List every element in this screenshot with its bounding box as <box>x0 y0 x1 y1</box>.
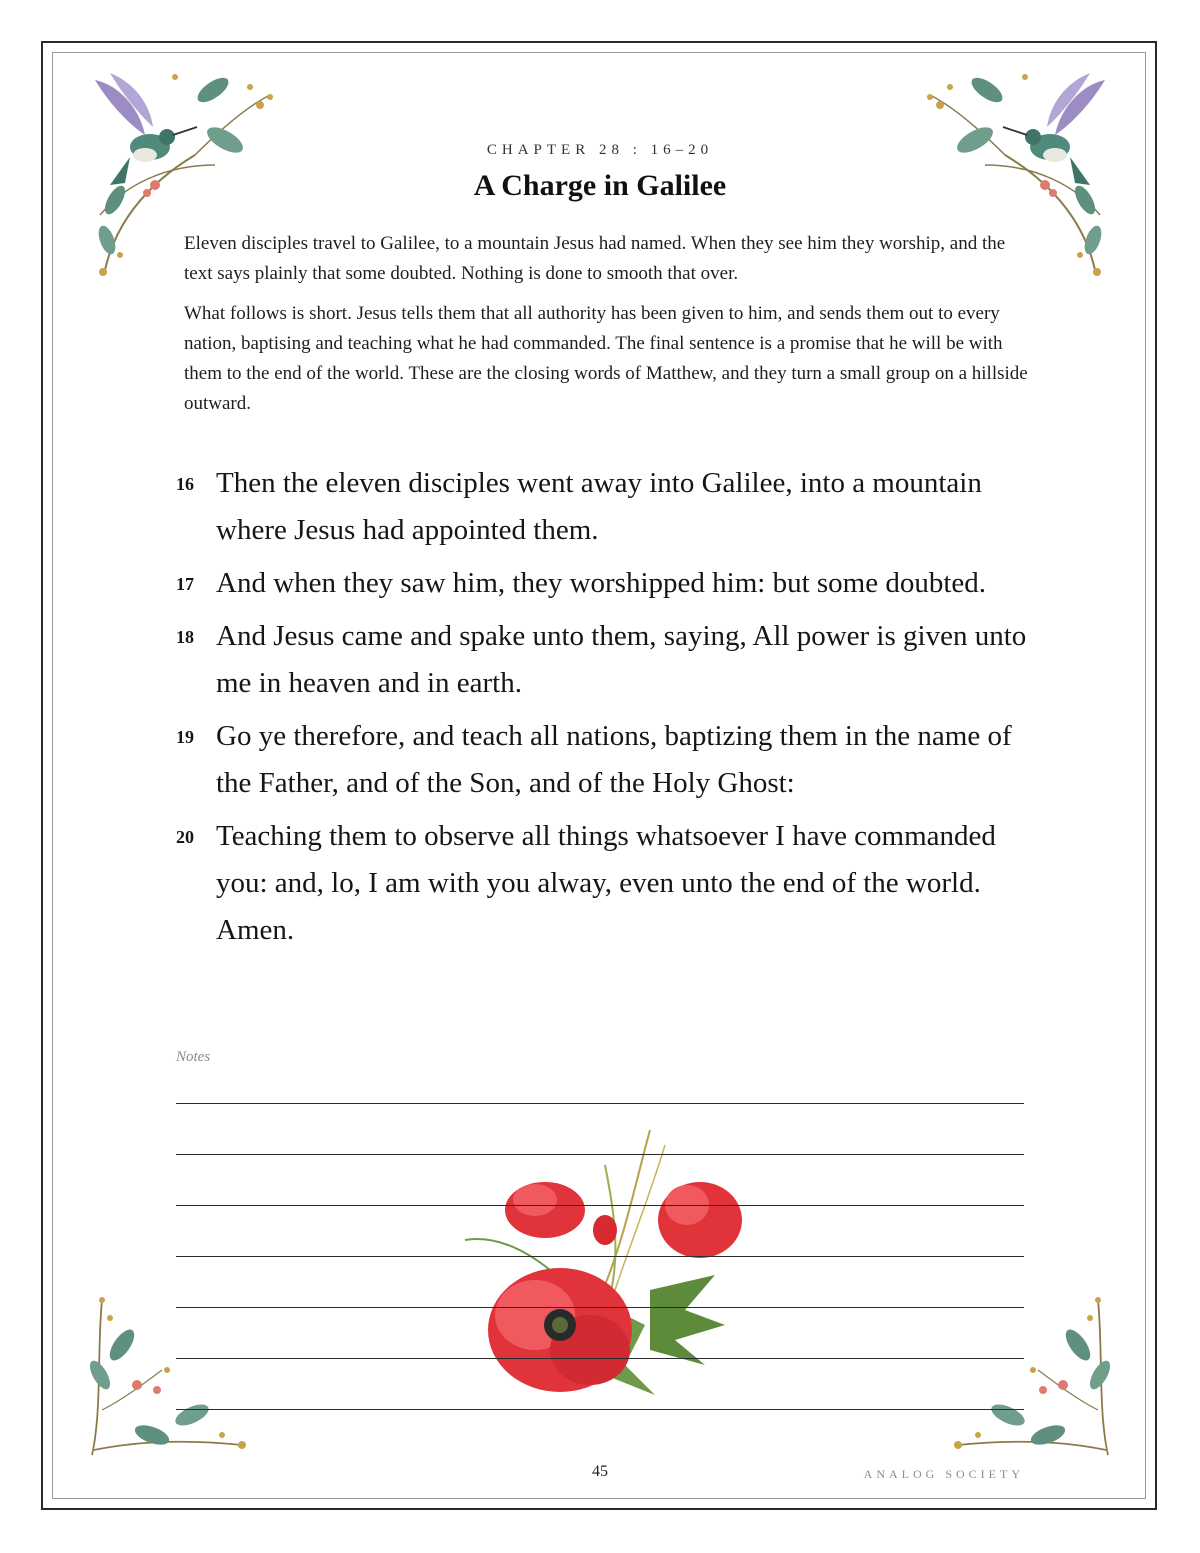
brand-name: ANALOG SOCIETY <box>863 1467 1024 1481</box>
verse-list <box>170 460 1040 960</box>
chapter-label: CHAPTER 28 : 16–20 <box>486 142 714 158</box>
verse-text: And when they saw him, they worshipped him: but some doubted. <box>216 567 987 599</box>
note-line[interactable] <box>176 1256 1024 1257</box>
verse <box>170 813 1040 954</box>
note-line[interactable] <box>176 1205 1024 1206</box>
page-title: A Charge in Galilee <box>473 169 727 202</box>
verse-number: 18 <box>176 627 194 647</box>
verse-number: 19 <box>176 727 194 747</box>
verse-number: 16 <box>176 474 194 494</box>
verse <box>170 613 1040 707</box>
note-line[interactable] <box>176 1409 1024 1410</box>
page-number: 45 <box>592 1463 608 1480</box>
verse <box>170 460 1040 554</box>
note-line[interactable] <box>176 1307 1024 1308</box>
verse-text: And Jesus came and spake unto them, saying, All power is given unto me in heaven and in earth. <box>216 620 1027 699</box>
notes-label: Notes <box>176 1049 211 1065</box>
verse-text: Teaching them to observe all things whatsoever I have commanded you: and, lo, I am with you alway, even unto the end of the world. Amen. <box>216 820 996 946</box>
verse-text: Go ye therefore, and teach all nations, baptizing them in the name of the Father, and of the Son, and of the Holy Ghost: <box>216 720 1012 799</box>
note-line[interactable] <box>176 1103 1024 1104</box>
verse-text: Then the eleven disciples went away into Galilee, into a mountain where Jesus had appointed them. <box>216 467 982 546</box>
notes-lines[interactable] <box>176 1070 1024 1420</box>
intro-paragraph: Eleven disciples travel to Galilee, to a mountain Jesus had named. When they see him they worship, and the text says plainly that some doubted. Nothing is done to smooth that over. <box>184 233 1006 284</box>
verse <box>170 713 1040 807</box>
intro-paragraph: What follows is short. Jesus tells them that all authority has been given to him, and sends them out to every nation, baptising and teaching what he had commanded. The final sentence is a promise that he will be with them to the end of the world. These are the closing words of Matthew, and they turn a small group on a hillside outward. <box>184 303 1028 414</box>
note-line[interactable] <box>176 1154 1024 1155</box>
note-line[interactable] <box>176 1358 1024 1359</box>
verse-number: 20 <box>176 827 194 847</box>
verse <box>170 560 1040 607</box>
intro-text <box>184 229 1034 429</box>
verse-number: 17 <box>176 574 194 594</box>
